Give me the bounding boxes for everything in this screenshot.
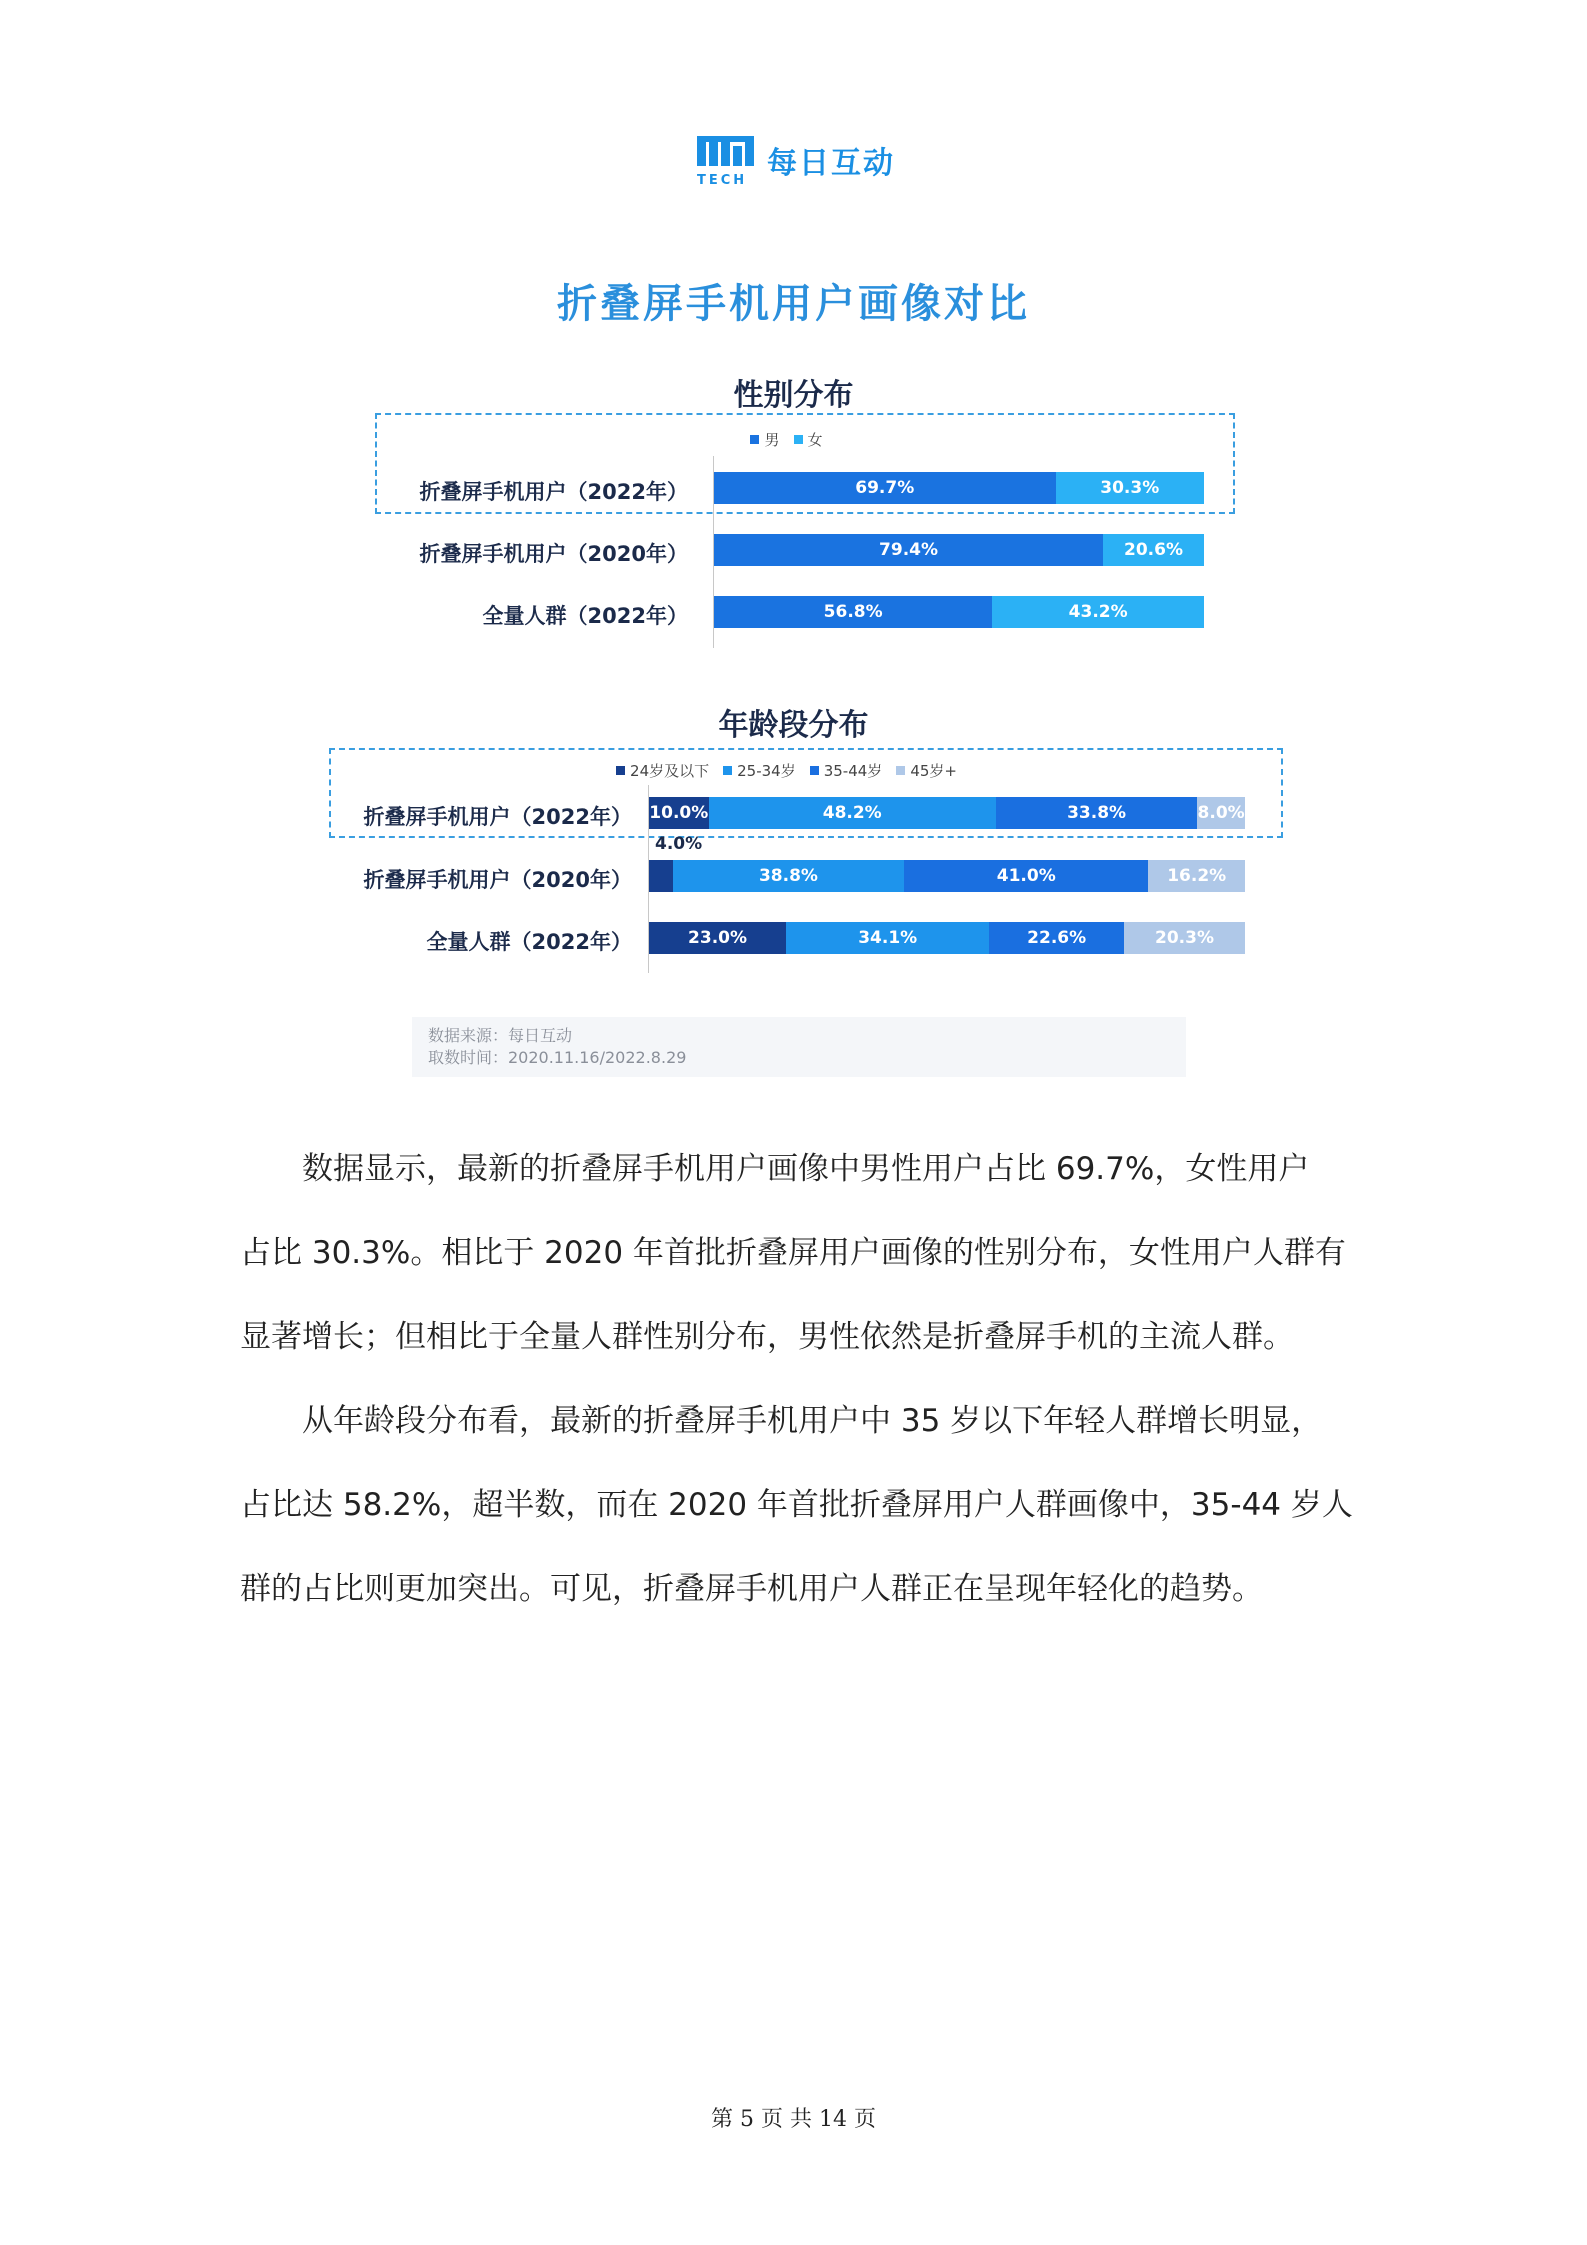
legend-item: [616, 762, 709, 780]
legend-label: 45岁+: [910, 762, 957, 780]
stacked-bar: [649, 860, 1245, 892]
logo-mark-icon: [695, 132, 755, 188]
stacked-bar: [714, 472, 1204, 504]
legend-item: [723, 762, 796, 780]
paragraph-line: 占比达 58.2%，超半数，而在 2020 年首批折叠屏用户人群画像中，35-44 岁人: [240, 1487, 1353, 1523]
bar-segment: 38.8%: [673, 860, 904, 892]
row-label: 折叠屏手机用户（2020年）: [363, 868, 632, 892]
paragraph-line: 数据显示，最新的折叠屏手机用户画像中男性用户占比 69.7%，女性用户: [302, 1151, 1310, 1187]
row-label: 折叠屏手机用户（2022年）: [419, 480, 688, 504]
legend-label: 25-34岁: [737, 762, 796, 780]
legend-swatch-icon: [810, 766, 819, 775]
legend-item: [794, 431, 823, 449]
row-label: 全量人群（2022年）: [426, 930, 632, 954]
bar-segment: 20.6%: [1103, 534, 1204, 566]
source-note: [412, 1017, 1186, 1077]
row-label: 折叠屏手机用户（2020年）: [419, 542, 688, 566]
gender-legend: [0, 429, 1587, 450]
logo-mark-text: TECH: [697, 173, 748, 188]
paragraph-line: 显著增长；但相比于全量人群性别分布，男性依然是折叠屏手机的主流人群。: [240, 1319, 1294, 1355]
row-label: 全量人群（2022年）: [482, 604, 688, 628]
bar-segment: 41.0%: [904, 860, 1148, 892]
bar-segment: 23.0%: [649, 922, 786, 954]
age-legend: [0, 760, 1587, 781]
figure-title: 折叠屏手机用户画像对比: [557, 281, 1030, 327]
source-line: 数据来源：每日互动: [428, 1026, 573, 1045]
bar-segment: 34.1%: [786, 922, 989, 954]
paragraph-age: [240, 1379, 1360, 1631]
stacked-bar: [649, 922, 1245, 954]
legend-item: [896, 762, 957, 780]
bar-segment: 33.8%: [996, 797, 1197, 829]
legend-item: [750, 431, 779, 449]
paragraph-gender: [240, 1127, 1360, 1379]
bar-segment: 48.2%: [709, 797, 996, 829]
paragraph-line: 占比 30.3%。相比于 2020 年首批折叠屏用户画像的性别分布，女性用户人群有: [240, 1235, 1346, 1271]
bar-segment: 43.2%: [992, 596, 1204, 628]
bar-segment: 16.2%: [1148, 860, 1245, 892]
page-number: 第 5 页 共 14 页: [711, 2107, 876, 2132]
bar-segment: 69.7%: [714, 472, 1056, 504]
bar-segment: [649, 860, 673, 892]
stacked-bar: [714, 596, 1204, 628]
legend-swatch-icon: [750, 435, 759, 444]
gender-chart-title: 性别分布: [733, 378, 854, 413]
legend-swatch-icon: [896, 766, 905, 775]
legend-label: 男: [764, 431, 780, 449]
legend-item: [810, 762, 883, 780]
bar-segment: 56.8%: [714, 596, 992, 628]
bar-segment: 79.4%: [714, 534, 1103, 566]
legend-label: 24岁及以下: [630, 762, 710, 780]
legend-swatch-icon: [794, 435, 803, 444]
bar-segment: 10.0%: [649, 797, 709, 829]
logo-text: 每日互动: [767, 146, 895, 181]
paragraph-line: 从年龄段分布看，最新的折叠屏手机用户中 35 岁以下年轻人群增长明显，: [302, 1403, 1323, 1439]
legend-label: 女: [807, 431, 823, 449]
date-range-line: 取数时间：2020.11.16/2022.8.29: [428, 1048, 687, 1067]
bar-value-label: 4.0%: [655, 834, 703, 854]
stacked-bar: [649, 797, 1245, 829]
stacked-bar: [714, 534, 1204, 566]
bar-segment: 30.3%: [1056, 472, 1204, 504]
bar-segment: 20.3%: [1124, 922, 1245, 954]
bar-segment: 8.0%: [1197, 797, 1245, 829]
bar-segment: 22.6%: [989, 922, 1124, 954]
paragraph-line: 群的占比则更加突出。可见，折叠屏手机用户人群正在呈现年轻化的趋势。: [240, 1571, 1263, 1607]
legend-swatch-icon: [616, 766, 625, 775]
row-label: 折叠屏手机用户（2022年）: [363, 805, 632, 829]
legend-label: 35-44岁: [823, 762, 883, 780]
legend-swatch-icon: [723, 766, 732, 775]
company-logo: [695, 132, 925, 188]
age-chart-title: 年龄段分布: [718, 708, 869, 743]
